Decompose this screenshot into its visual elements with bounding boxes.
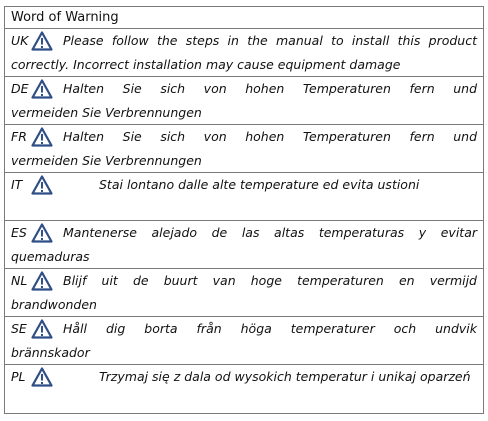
- warning-row-line2: [5, 197, 483, 221]
- warning-triangle-icon: [31, 223, 53, 243]
- language-code: SE: [11, 321, 27, 336]
- warning-row-line2: [5, 53, 483, 77]
- warning-text-line1: Mantenerse alejado de las altas temperaturas y evitar: [63, 225, 477, 240]
- warning-row-line2: [5, 341, 483, 365]
- warning-text-line1: Blijf uit de buurt van hoge temperaturen en vermijd: [63, 273, 477, 288]
- warning-row-line2: [5, 389, 483, 413]
- warning-text-line1: Stai lontano dalle alte temperature ed evita ustioni: [99, 177, 420, 192]
- warning-row-line1: [5, 29, 483, 53]
- warning-row-line1: [5, 125, 483, 149]
- warning-row-nl: [5, 269, 483, 317]
- warning-row-pl: [5, 365, 483, 413]
- warning-text-line1: Håll dig borta från höga temperaturer och undvik: [63, 321, 477, 336]
- warning-row-line1: [5, 317, 483, 341]
- language-code: ES: [11, 225, 27, 240]
- warning-triangle-icon: [31, 175, 53, 195]
- warning-text-line1: Halten Sie sich von hohen Temperaturen fern und: [63, 129, 477, 144]
- warning-text-line2: vermeiden Sie Verbrennungen: [11, 153, 202, 168]
- warning-row-it: [5, 173, 483, 221]
- warning-row-line2: [5, 101, 483, 125]
- warning-triangle-icon: [31, 319, 53, 339]
- warning-triangle-icon: [31, 31, 53, 51]
- warning-text-line1: Please follow the steps in the manual to install this product: [63, 33, 477, 48]
- warning-row-es: [5, 221, 483, 269]
- warning-rows: [5, 29, 483, 413]
- warning-row-line1: [5, 365, 483, 389]
- warning-text-line1: Trzymaj się z dala od wysokich temperatur i unikaj oparzeń: [99, 369, 471, 384]
- warning-text-line2: brännskador: [11, 345, 90, 360]
- warning-row-line1: [5, 77, 483, 101]
- warning-row-se: [5, 317, 483, 365]
- warning-row-line2: [5, 293, 483, 317]
- warning-text-line2: correctly. Incorrect installation may cause equipment damage: [11, 57, 401, 72]
- warning-text-line2: brandwonden: [11, 297, 97, 312]
- warning-row-de: [5, 77, 483, 125]
- language-code: UK: [11, 33, 29, 48]
- warning-row-line1: [5, 269, 483, 293]
- warning-text-line2: quemaduras: [11, 249, 90, 264]
- language-code: PL: [11, 369, 26, 384]
- warning-row-line1: [5, 173, 483, 197]
- warning-text-line2: vermeiden Sie Verbrennungen: [11, 105, 202, 120]
- language-code: DE: [11, 81, 29, 96]
- warning-row-line2: [5, 245, 483, 269]
- warning-triangle-icon: [31, 271, 53, 291]
- warning-text-line1: Halten Sie sich von hohen Temperaturen fern und: [63, 81, 477, 96]
- warning-triangle-icon: [31, 79, 53, 99]
- table-title: Word of Warning: [5, 7, 483, 29]
- language-code: IT: [11, 177, 23, 192]
- warning-row-line2: [5, 149, 483, 173]
- language-code: NL: [11, 273, 28, 288]
- warning-row-line1: [5, 221, 483, 245]
- warning-table: [4, 6, 484, 414]
- warning-triangle-icon: [31, 127, 53, 147]
- warning-triangle-icon: [31, 367, 53, 387]
- language-code: FR: [11, 129, 27, 144]
- warning-row-uk: [5, 29, 483, 77]
- warning-row-fr: [5, 125, 483, 173]
